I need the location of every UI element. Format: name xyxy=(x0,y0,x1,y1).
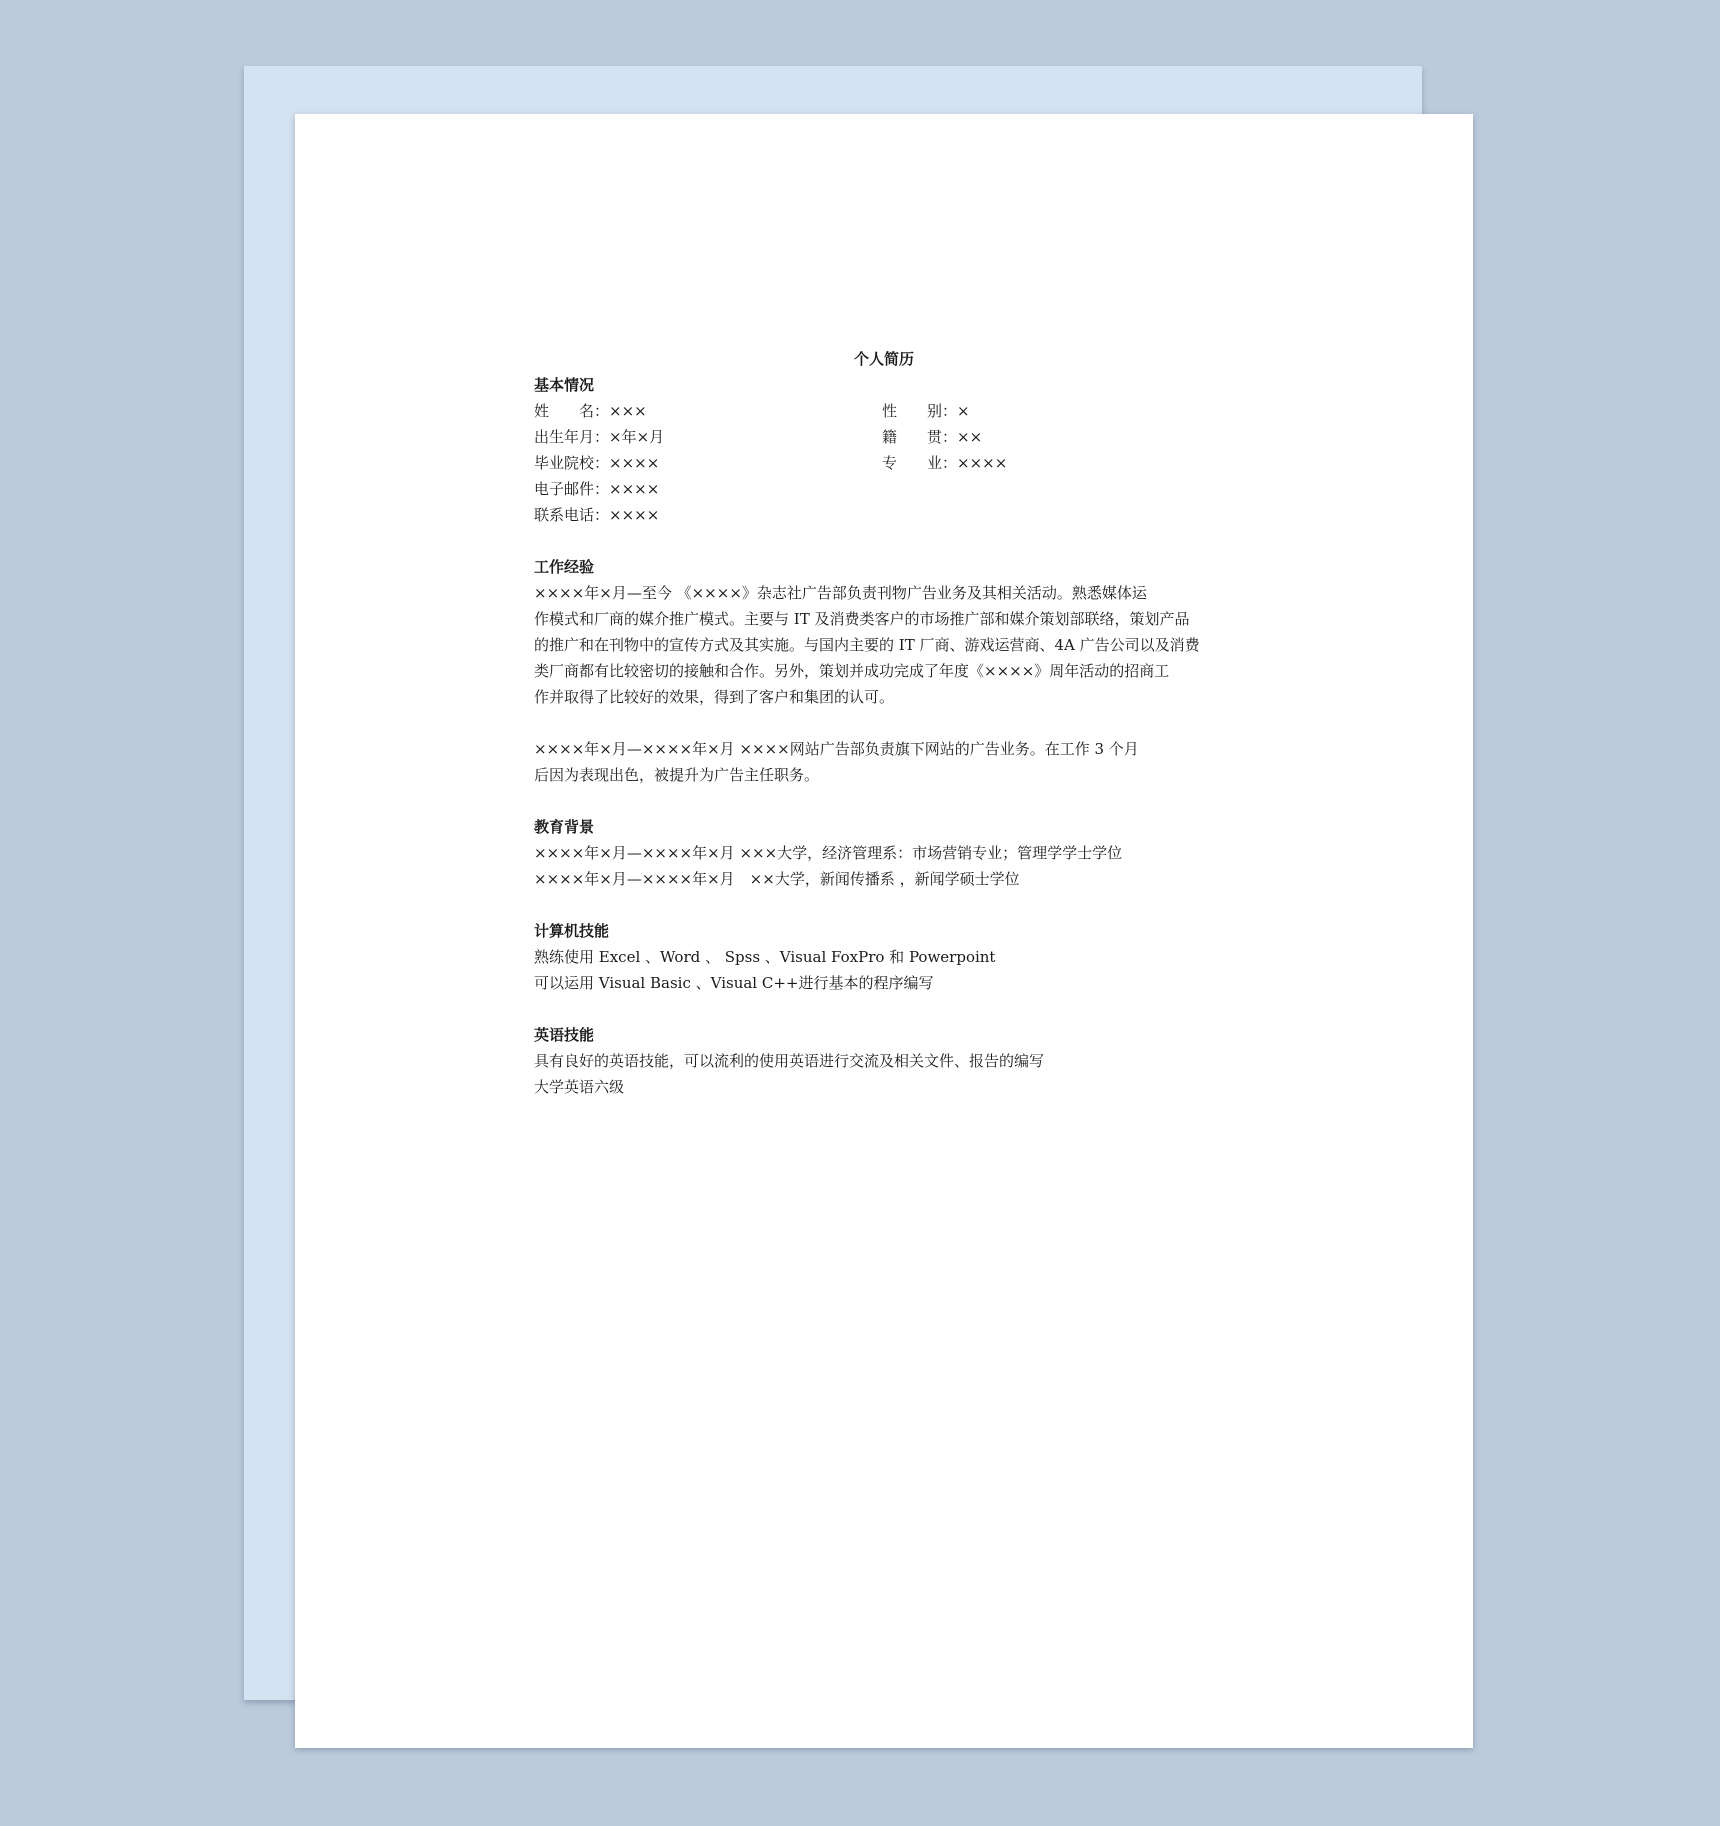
info-name: 姓 名：××× xyxy=(534,402,647,420)
info-school: 毕业院校：×××× xyxy=(534,454,660,472)
education-entry: ××××年×月—××××年×月 ××大学，新闻传播系 ，新闻学硕士学位 xyxy=(534,870,1020,888)
paragraph-line: 作并取得了比较好的效果，得到了客户和集团的认可。 xyxy=(534,688,895,706)
paragraph-line: 后因为表现出色，被提升为广告主任职务。 xyxy=(534,766,820,784)
paragraph-line: ××××年×月—××××年×月 ××××网站广告部负责旗下网站的广告业务。在工作 3 个月 xyxy=(534,740,1139,758)
info-phone: 联系电话：×××× xyxy=(534,506,660,524)
info-birth-date: 出生年月：×年×月 xyxy=(534,428,665,446)
info-native-place: 籍 贯：×× xyxy=(882,428,983,446)
work-entry-1 xyxy=(534,580,1234,710)
paragraph-line: 的推广和在刊物中的宣传方式及其实施。与国内主要的 IT 厂商、游戏运营商、4A 广告公司以及消费 xyxy=(534,636,1200,654)
section-heading-work-experience: 工作经验 xyxy=(534,558,595,576)
info-row xyxy=(534,450,1234,476)
info-row xyxy=(534,398,1234,424)
english-skill-line: 具有良好的英语技能，可以流利的使用英语进行交流及相关文件、报告的编写 xyxy=(534,1052,1045,1070)
section-heading-english-skills: 英语技能 xyxy=(534,1026,595,1044)
computer-skill-line: 可以运用 Visual Basic 、Visual C++进行基本的程序编写 xyxy=(534,974,934,992)
info-row xyxy=(534,502,1234,528)
paragraph-line: 作模式和厂商的媒介推广模式。主要与 IT 及消费类客户的市场推广部和媒介策划部联络，策划产品 xyxy=(534,610,1190,628)
paragraph-line: ××××年×月—至今 《××××》杂志社广告部负责刊物广告业务及其相关活动。熟悉媒体运 xyxy=(534,584,1147,602)
info-row xyxy=(534,476,1234,502)
computer-skill-line: 熟练使用 Excel 、Word 、 Spss 、Visual FoxPro 和 Powerpoint xyxy=(534,948,996,966)
education-entry: ××××年×月—××××年×月 ×××大学，经济管理系：市场营销专业；管理学学士学位 xyxy=(534,844,1123,862)
info-email: 电子邮件：×××× xyxy=(534,480,660,498)
section-heading-computer-skills: 计算机技能 xyxy=(534,922,610,940)
info-row xyxy=(534,424,1234,450)
info-major: 专 业：×××× xyxy=(882,454,1008,472)
section-heading-basic-info: 基本情况 xyxy=(534,376,595,394)
info-gender: 性 别：× xyxy=(882,402,970,420)
paragraph-line: 类厂商都有比较密切的接触和合作。另外，策划并成功完成了年度《××××》周年活动的招商工 xyxy=(534,662,1170,680)
document-title: 个人简历 xyxy=(853,350,914,368)
english-skill-line: 大学英语六级 xyxy=(534,1078,625,1096)
work-entry-2 xyxy=(534,736,1234,788)
resume-document xyxy=(534,346,1234,1100)
section-heading-education: 教育背景 xyxy=(534,818,595,836)
